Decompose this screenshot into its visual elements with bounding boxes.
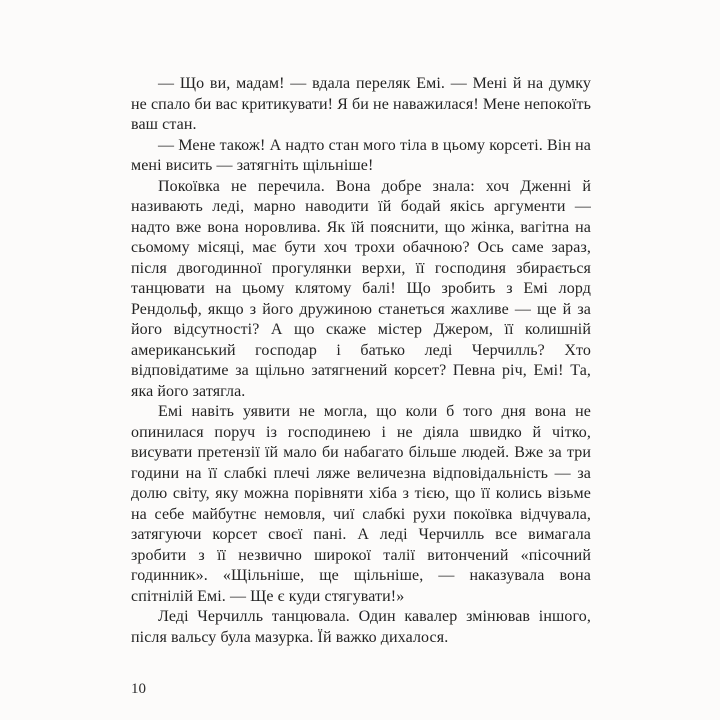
text-block (131, 74, 591, 648)
paragraph-dialogue-2: — Мене також! А надто стан мого тіла в цьому корсеті. Він на мені висить — затягніть щільніше! (131, 136, 591, 174)
paragraph-narrative-1: Покоївка не перечила. Вона добре знала: хоч Дженні й називають леді, марно наводити їй бодай якісь аргументи — надто вже вона норовлива. Як їй пояснити, що жінка, вагітна на сьомому місяці, має бути хоч трохи обачною? Ось саме зараз, після двогодинної прогулянки верхи, її господиня збирається танцювати на цьому клятому балі! Що зробить з Емі лорд Рендольф, якщо з його дружиною станеться жахливе — ще й за його відсутності? А що скаже містер Джером, її колишній американський господар і батько леді Черчилль? Хто відповідатиме за щільно затягнений корсет? Певна річ, Емі! Та, яка його затягла. (131, 177, 591, 400)
paragraph-narrative-2: Емі навіть уявити не могла, що коли б того дня вона не опинилася поруч із господинею і не діяла швидко й чітко, висувати претензії їй мало би набагато більше людей. Вже за три години на її слабкі плечі ляже величезна відповідальність — за долю світу, яку можна порівняти хіба з тією, що її колись візьме на себе майбутнє немовля, чиї слабкі рухи покоївка відчувала, затягуючи корсет своєї пані. А леді Черчилль все вимагала зробити з її незвично широкої талії витончений «пісочний годинник». «Щільніше, ще щільніше, — наказувала вона спітнілій Емі. — Ще є куди стягувати!» (131, 403, 591, 605)
paragraph-dialogue-1: — Що ви, мадам! — вдала переляк Емі. — Мені й на думку не спало би вас критикувати! Я би не наважилася! Мене непокоїть ваш стан. (131, 75, 591, 133)
page-number: 10 (131, 681, 146, 697)
paragraph-narrative-3: Леді Черчилль танцювала. Один кавалер змінював іншого, після вальсу була мазурка. Їй важко дихалося. (131, 608, 591, 646)
